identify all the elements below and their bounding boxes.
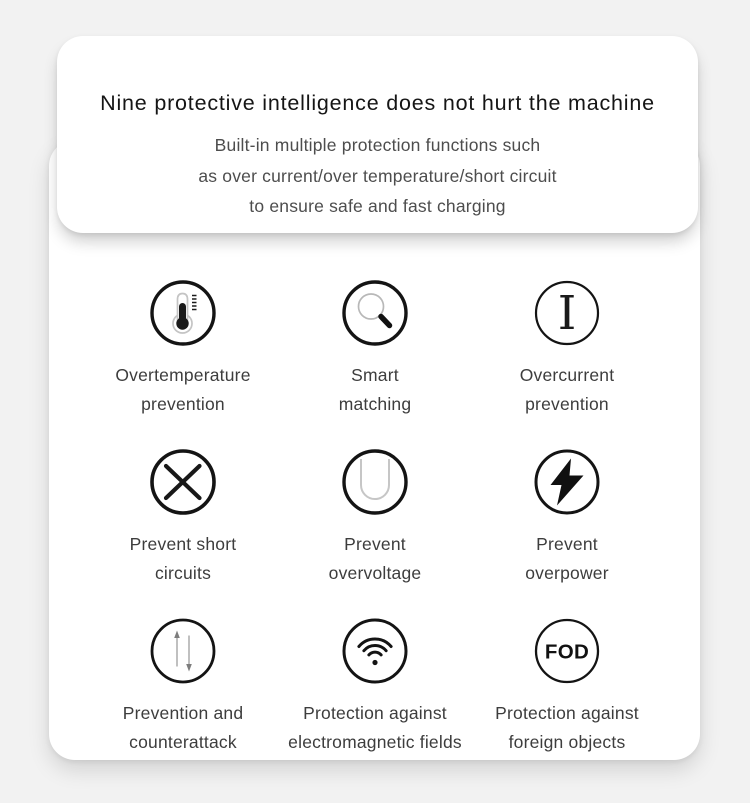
- u-shape-icon: [342, 449, 408, 515]
- svg-text:FOD: FOD: [544, 640, 590, 664]
- wifi-icon: [342, 618, 408, 684]
- subtitle-line-1: Built-in multiple protection functions such: [214, 135, 541, 155]
- features-card: [49, 140, 700, 760]
- feature-label: Protection against electromagnetic fields: [288, 703, 462, 752]
- feature-short-circuit: [87, 449, 279, 588]
- feature-overvoltage: [279, 449, 471, 588]
- feature-label: Overcurrent prevention: [519, 365, 615, 414]
- title-card: [57, 36, 698, 233]
- magnifier-icon: [342, 280, 408, 346]
- thermometer-icon: [150, 280, 216, 346]
- feature-label: Prevent short circuits: [129, 534, 237, 583]
- page-title: Nine protective intelligence does not hurt the machine: [100, 91, 655, 115]
- subtitle-line-3: to ensure safe and fast charging: [249, 196, 506, 216]
- cross-icon: [150, 449, 216, 515]
- feature-smart-matching: [279, 280, 471, 419]
- serif-i-icon: [534, 280, 600, 346]
- feature-label: Protection against foreign objects: [495, 703, 639, 752]
- page-subtitle: [57, 130, 698, 222]
- feature-foreign-objects: [471, 618, 663, 757]
- subtitle-line-2: as over current/over temperature/short circuit: [198, 165, 557, 186]
- feature-label: Smart matching: [338, 365, 412, 414]
- arrows-up-down-icon: [150, 618, 216, 684]
- feature-counterattack: [87, 618, 279, 757]
- feature-label: Prevent overvoltage: [328, 534, 422, 583]
- svg-text:I: I: [557, 286, 577, 341]
- fod-icon: [534, 618, 600, 684]
- feature-overpower: [471, 449, 663, 588]
- lightning-icon: [534, 449, 600, 515]
- feature-grid: [87, 280, 663, 757]
- feature-overtemperature: [87, 280, 279, 419]
- feature-label: Prevent overpower: [525, 534, 609, 583]
- feature-label: Prevention and counterattack: [122, 703, 244, 752]
- feature-overcurrent: [471, 280, 663, 419]
- feature-electromagnetic: [279, 618, 471, 757]
- feature-label: Overtemperature prevention: [115, 365, 251, 414]
